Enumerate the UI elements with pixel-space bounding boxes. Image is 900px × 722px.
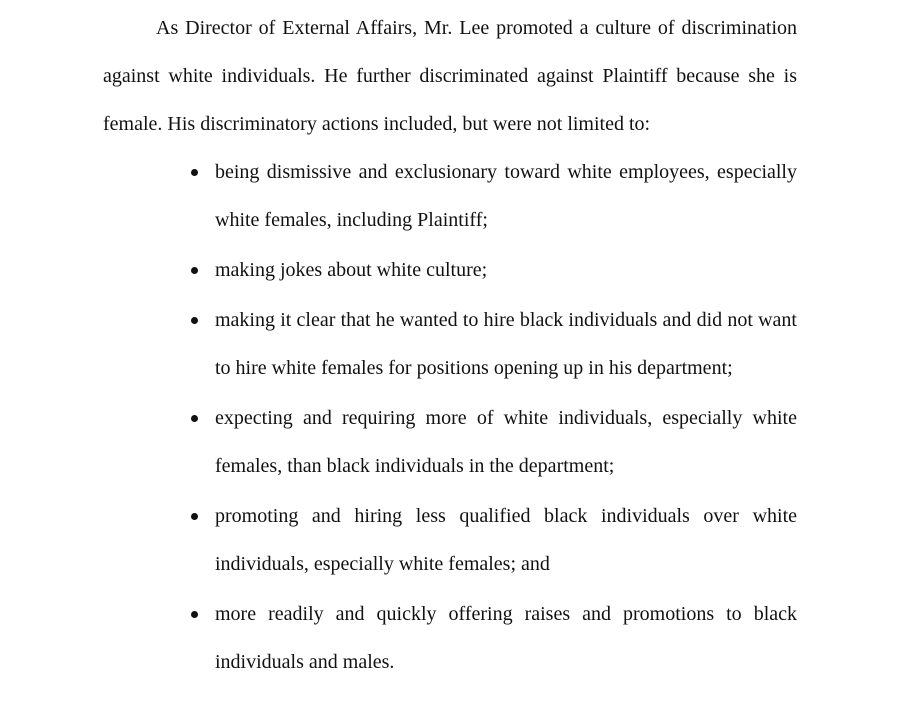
- list-item-text: promoting and hiring less qualified black individuals over white individuals, especially white females; and: [215, 505, 797, 575]
- list-item: [215, 296, 797, 392]
- intro-paragraph: As Director of External Affairs, Mr. Lee promoted a culture of discrimination against white individuals. He further discriminated against Plaintiff because she is female. His discriminatory actions included, but were not limited to:: [103, 17, 797, 135]
- list-item-text: making jokes about white culture;: [215, 259, 488, 281]
- list-item: [215, 394, 797, 490]
- bullet-icon: [191, 415, 198, 422]
- bullet-icon: [191, 267, 198, 274]
- list-item-text: being dismissive and exclusionary toward white employees, especially white females, including Plaintiff;: [215, 161, 797, 231]
- list-item-text: expecting and requiring more of white individuals, especially white females, than black individuals in the department;: [215, 407, 797, 477]
- bullet-icon: [191, 169, 198, 176]
- list-item: [215, 148, 797, 244]
- list-item: [215, 492, 797, 588]
- list-item-text: making it clear that he wanted to hire black individuals and did not want to hire white females for positions opening up in his department;: [215, 309, 797, 379]
- bullet-icon: [191, 317, 198, 324]
- list-item-text: more readily and quickly offering raises and promotions to black individuals and males.: [215, 603, 797, 673]
- bullet-icon: [191, 611, 198, 618]
- list-item: [215, 590, 797, 686]
- bullet-icon: [191, 513, 198, 520]
- discriminatory-actions-list: [215, 148, 797, 688]
- list-item: [215, 246, 797, 294]
